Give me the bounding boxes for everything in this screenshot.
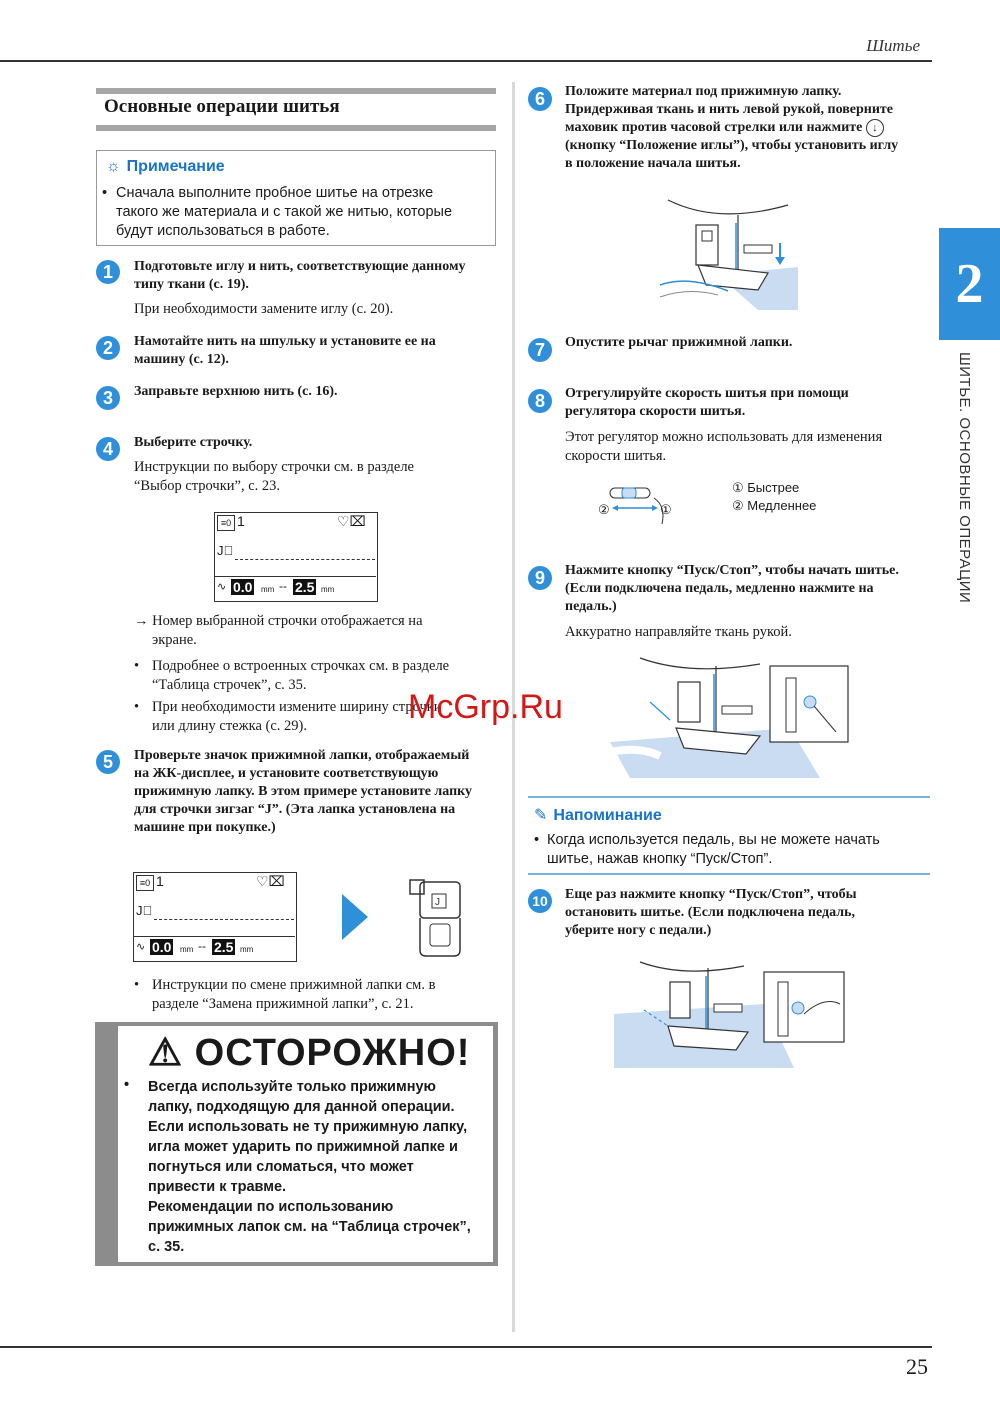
- header-rule: [0, 60, 932, 62]
- lcd-width-unit: mm: [180, 945, 194, 954]
- step-line: для строчки зигзаг “J”. (Эта лапка установлена на: [134, 802, 456, 817]
- note-line: такого же материала и с такой же нитью, которые: [116, 204, 453, 220]
- step-4-bullet-2: [152, 698, 442, 736]
- note-text: [116, 184, 492, 241]
- section-title: Основные операции шитья: [104, 96, 340, 117]
- pattern-icon: ≡0: [136, 875, 154, 891]
- step-line: Намотайте нить на шпульку и установите ее на: [134, 334, 436, 349]
- step-line: Проверьте значок прижимной лапки, отображаемый: [134, 748, 470, 763]
- step-line: педаль.): [565, 599, 617, 614]
- step-6-badge: 6: [528, 87, 552, 111]
- step-10-badge: 10: [528, 889, 552, 913]
- length-icon: --: [198, 939, 206, 953]
- lcd-dashed-line: [235, 559, 375, 560]
- caution-line: Всегда используйте только прижимную: [148, 1079, 436, 1095]
- step-3-badge: 3: [96, 386, 120, 410]
- reminder-heading-label: Напоминание: [553, 807, 662, 824]
- lcd-length-value: 2.5: [295, 579, 315, 595]
- speed-mark-2: ②: [598, 502, 610, 517]
- step-line: Подготовьте иглу и нить, соответствующие данному: [134, 259, 466, 274]
- step-line: уберите ногу с педали.): [565, 923, 712, 938]
- step-1-badge: 1: [96, 260, 120, 284]
- length-icon: --: [279, 579, 287, 593]
- watermark: McGrp.Ru: [408, 688, 563, 726]
- bullet-dot: •: [134, 699, 140, 715]
- step-9-text: [565, 562, 899, 616]
- lcd-length-value: 2.5: [214, 939, 234, 955]
- note-line: будут использоваться в работе.: [116, 223, 330, 239]
- lcd-width-unit: mm: [261, 585, 275, 594]
- bullet-dot: •: [134, 977, 140, 993]
- presser-foot-j-illustration: [402, 876, 466, 958]
- arrow-right-icon: [340, 892, 370, 942]
- step-line: При необходимости измените ширину строчки: [152, 699, 442, 715]
- step-line: Нажмите кнопку “Пуск/Стоп”, чтобы начать шитье.: [565, 563, 899, 578]
- step-line: машину (с. 12).: [134, 352, 229, 367]
- warning-icon: ⚠: [148, 1032, 184, 1074]
- lcd-bottom-row: [134, 936, 295, 961]
- step-line: Этот регулятор можно использовать для изменения: [565, 429, 883, 445]
- step-line: экране.: [152, 632, 197, 648]
- caution-line: с. 35.: [148, 1239, 185, 1255]
- zigzag-icon: ∿: [136, 941, 146, 953]
- lcd-width-value: 0.0: [233, 579, 253, 595]
- step-line: Положите материал под прижимную лапку.: [565, 84, 842, 99]
- step-2-text: [134, 333, 436, 369]
- sewing-start-illustration: [610, 656, 850, 780]
- sewing-machine-illustration: [658, 195, 798, 310]
- note-heading-label: Примечание: [126, 158, 225, 175]
- step-line: скорости шитья.: [565, 448, 667, 464]
- reminder-text: [547, 831, 880, 869]
- step-5-badge: 5: [96, 750, 120, 774]
- step-line: (Если подключена педаль, медленно нажмите на: [565, 581, 874, 596]
- step-1-text: [134, 258, 466, 294]
- foot-letter: J: [435, 897, 440, 908]
- step-line: Инструкции по выбору строчки см. в разделе: [134, 459, 414, 475]
- step-4-sub: [134, 458, 414, 496]
- caution-title-text: ОСТОРОЖНО!: [194, 1032, 471, 1074]
- reminder-rule-top: [528, 796, 930, 798]
- lcd-length-unit: mm: [240, 945, 254, 954]
- step-line: разделе “Замена прижимной лапки”, с. 21.: [152, 996, 414, 1012]
- note-bullet: •: [102, 185, 108, 201]
- step-line: Еще раз нажмите кнопку “Пуск/Стоп”, чтобы: [565, 887, 857, 902]
- step-line: регулятора скорости шитья.: [565, 404, 746, 419]
- pencil-icon: ✎: [534, 807, 548, 824]
- step-line: на ЖК-дисплее, и установите соответствующую: [134, 766, 439, 781]
- caution-line: Рекомендации по использованию: [148, 1199, 394, 1215]
- reminder-line: шитье, нажав кнопку “Пуск/Стоп”.: [547, 851, 773, 867]
- step-5-text: [134, 747, 472, 837]
- chapter-tab: 2: [939, 228, 1000, 340]
- step-1-sub: При необходимости замените иглу (с. 20).: [134, 301, 394, 317]
- speed-legend-slow: ② Медленнее: [732, 498, 817, 513]
- step-line: в положение начала шитья.: [565, 156, 741, 171]
- step-line: “Таблица строчек”, с. 35.: [152, 677, 307, 693]
- running-header: Шитье: [866, 36, 920, 55]
- caution-line: лапку, подходящую для данной операции.: [148, 1099, 455, 1115]
- step-8-sub: [565, 428, 882, 466]
- lcd-bottom-row: [215, 576, 376, 601]
- step-3-text: Заправьте верхнюю нить (с. 16).: [134, 384, 338, 399]
- note-heading: [106, 158, 225, 176]
- step-4-result: [134, 612, 423, 650]
- caution-line: привести к травме.: [148, 1179, 287, 1195]
- step-8-text: [565, 385, 849, 421]
- step-8-badge: 8: [528, 389, 552, 413]
- bullet-dot: •: [124, 1077, 130, 1093]
- lcd-dashed-line: [154, 919, 294, 920]
- step-line: типу ткани (с. 19).: [134, 277, 249, 292]
- step-line: остановить шитье. (Если подключена педаль,: [565, 905, 855, 920]
- step-7-badge: 7: [528, 338, 552, 362]
- step-line: Отрегулируйте скорость шитья при помощи: [565, 386, 849, 401]
- reminder-rule-bottom: [528, 873, 930, 875]
- step-5-bullet: [152, 976, 435, 1014]
- caution-title: [148, 1030, 470, 1075]
- lcd-width-value: 0.0: [152, 939, 172, 955]
- pattern-icon: ≡0: [217, 515, 235, 531]
- lcd-display-2: [133, 872, 297, 962]
- lcd-pattern-number: 1: [156, 873, 164, 889]
- lcd-display: [214, 512, 378, 602]
- caution-line: погнуться или сломаться, что может: [148, 1159, 414, 1175]
- section-bar-bottom: [96, 125, 496, 131]
- step-4-bullet-1: [152, 657, 449, 695]
- stitch-symbol-icon: ♡⌧: [337, 513, 366, 529]
- step-line: прижимную лапку. В этом примере установите лапку: [134, 784, 473, 799]
- step-line: “Выбор строчки”, с. 23.: [134, 478, 281, 494]
- step-6-text: [565, 83, 898, 173]
- chapter-side-label: ШИТЬЕ. ОСНОВНЫЕ ОПЕРАЦИИ: [956, 352, 973, 604]
- reminder-line: Когда используется педаль, вы не можете начать: [547, 832, 880, 848]
- lcd-length-unit: mm: [321, 585, 335, 594]
- step-2-badge: 2: [96, 336, 120, 360]
- bullet-dot: •: [134, 658, 140, 674]
- step-4-text: Выберите строчку.: [134, 435, 253, 450]
- caution-text: [148, 1077, 488, 1257]
- caution-line: игла может ударить по прижимной лапке и: [148, 1139, 458, 1155]
- step-4-badge: 4: [96, 437, 120, 461]
- zigzag-icon: ∿: [217, 581, 227, 593]
- step-line: машине при покупке.): [134, 820, 276, 835]
- step-10-text: [565, 886, 857, 940]
- step-line-with-icon: маховик против часовой стрелки или нажмите ↓: [565, 119, 898, 137]
- needle-position-icon: ↓: [866, 119, 884, 137]
- bullet-dot: •: [534, 832, 540, 848]
- bulb-icon: ☼: [106, 158, 121, 175]
- section-bar-top: [96, 88, 496, 94]
- presser-foot-icon: J⃞: [217, 543, 234, 558]
- step-line: или длину стежка (с. 29).: [152, 718, 307, 734]
- sewing-stop-illustration: [614, 960, 846, 1070]
- step-line: Придерживая ткань и нить левой рукой, поверните: [565, 102, 894, 117]
- step-line: Инструкции по смене прижимной лапки см. в: [152, 977, 436, 993]
- footer-rule: [0, 1346, 932, 1348]
- presser-foot-icon: J⃞: [136, 903, 153, 918]
- step-line: → Номер выбранной строчки отображается на: [134, 613, 423, 629]
- lcd-pattern-number: 1: [237, 513, 245, 529]
- page-number: 25: [906, 1354, 928, 1379]
- step-9-badge: 9: [528, 566, 552, 590]
- reminder-heading: [534, 805, 662, 825]
- speed-legend-fast: ① Быстрее: [732, 480, 800, 495]
- stitch-symbol-icon: ♡⌧: [256, 873, 285, 889]
- caution-line: прижимных лапок см. на “Таблица строчек”,: [148, 1219, 471, 1235]
- step-line: (кнопку “Положение иглы”), чтобы установить иглу: [565, 138, 899, 153]
- step-9-sub: Аккуратно направляйте ткань рукой.: [565, 624, 792, 640]
- caution-line: Если использовать не ту прижимную лапку,: [148, 1119, 468, 1135]
- note-line: Сначала выполните пробное шитье на отрезке: [116, 185, 434, 201]
- step-7-text: Опустите рычаг прижимной лапки.: [565, 335, 793, 350]
- speed-mark-1: ①: [660, 502, 672, 517]
- step-line: Подробнее о встроенных строчках см. в разделе: [152, 658, 450, 674]
